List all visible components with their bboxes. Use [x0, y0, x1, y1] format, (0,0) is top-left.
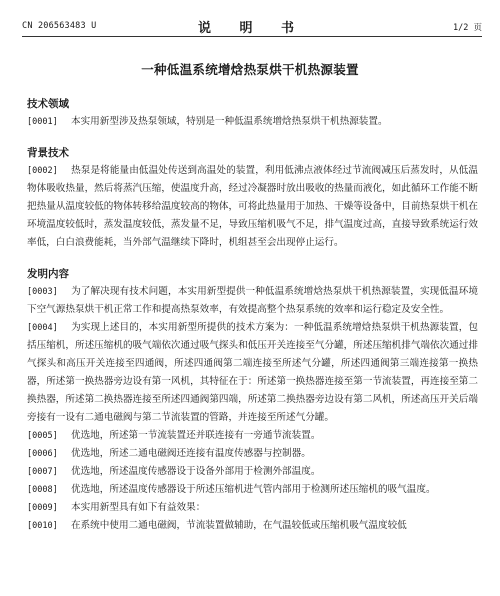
paragraph: [27, 113, 478, 131]
paragraph-text: 为了解决现有技术问题，本实用新型提供一种低温系统增焓热泵烘干机热源装置，实现低温环境下空气源热泵烘干机正常工作和提高热泵效率，有效提高整个热泵系统的效率和运行稳定及安全性。: [27, 286, 478, 315]
paragraph-number: [0002]: [27, 166, 58, 176]
paragraph: [27, 162, 478, 252]
paragraph-text: 优选地，所述温度传感器设于所述压缩机进气管内部用于检测所述压缩机的吸气温度。: [71, 484, 436, 495]
paragraph-number: [0008]: [27, 485, 58, 495]
section-heading-technical-field: 技术领域: [27, 98, 69, 110]
paragraph-number: [0001]: [27, 117, 58, 127]
paragraph-text: 为实现上述目的，本实用新型所提供的技术方案为：一种低温系统增焓热泵烘干机热源装置，包括压缩机，所述压缩机的吸气端依次通过吸气探头和低压开关连接至气分罐，所述压缩机排气端依次通过排气探头和高压开关连接至四通阀，所述四通阀第二端连接至所述气分罐，所述四通阀第三端连接第一换热器，所述第一换热器旁边设有第一风机，其特征在于：所述第一换热器连接至第一节流装置，再连接至第二换热器，所述第二换热器连接至所述四通阀第四端，所述第二换热器旁边设有第二风机，所述高压开关后端旁接有一设有二通电磁阀与第二节流装置的管路，并连接至所述气分罐。: [27, 322, 478, 423]
paragraph: [27, 445, 478, 463]
paragraph-text: 优选地，所述第一节流装置还并联连接有一旁通节流装置。: [71, 430, 321, 441]
paragraph: [27, 481, 478, 499]
paragraph: [27, 427, 478, 445]
paragraph-number: [0010]: [27, 521, 58, 531]
section-heading-summary: 发明内容: [27, 268, 69, 280]
paragraph: [27, 319, 478, 427]
paragraph: [27, 283, 478, 319]
paragraph-number: [0005]: [27, 431, 58, 441]
paragraph-number: [0009]: [27, 503, 58, 513]
paragraph-text: 热泵是将能量由低温处传送到高温处的装置，利用低沸点液体经过节流阀减压后蒸发时，从低温物体吸收热量，然后将蒸汽压缩，使温度升高，经过冷凝器时放出吸收的热量而液化，如此循环工作能不断把热量从温度较低的物体转移给温度较高的物体，可将此热量用于加热、干燥等设备中，目前热泵烘干机在环境温度较低时，蒸发温度较低，蒸发量不足，导致压缩机吸气不足，排气温度过高，直接导致系统运行效率低，白白浪费能耗，当外部气温继续下降时，机组甚至会出现停止运行。: [27, 165, 478, 248]
paragraph-text: 本实用新型涉及热泵领域，特别是一种低温系统增焓热泵烘干机热源装置。: [71, 116, 388, 127]
paragraph-number: [0006]: [27, 449, 58, 459]
paragraph-number: [0003]: [27, 287, 58, 297]
paragraph: [27, 463, 478, 481]
paragraph-number: [0004]: [27, 323, 58, 333]
document-title: 一种低温系统增焓热泵烘干机热源装置: [141, 62, 359, 77]
doc-number: CN 206563483 U: [22, 21, 97, 31]
doc-type: 说 明 书: [197, 21, 307, 36]
paragraph: [27, 499, 478, 517]
paragraph: [27, 517, 478, 535]
paragraph-text: 本实用新型具有如下有益效果：: [71, 502, 206, 513]
paragraph-text: 优选地，所述二通电磁阀还连接有温度传感器与控制器。: [71, 448, 311, 459]
document-body: [27, 92, 478, 535]
page-header: [22, 17, 482, 37]
paragraph-text: 在系统中使用二通电磁阀，节流装置做辅助，在气温较低或压缩机吸气温度较低: [71, 520, 407, 531]
section-heading-background: 背景技术: [27, 147, 69, 159]
paragraph-number: [0007]: [27, 467, 58, 477]
paragraph-text: 优选地，所述温度传感器设于设备外部用于检测外部温度。: [71, 466, 321, 477]
page-number: 1/2 页: [453, 23, 482, 33]
